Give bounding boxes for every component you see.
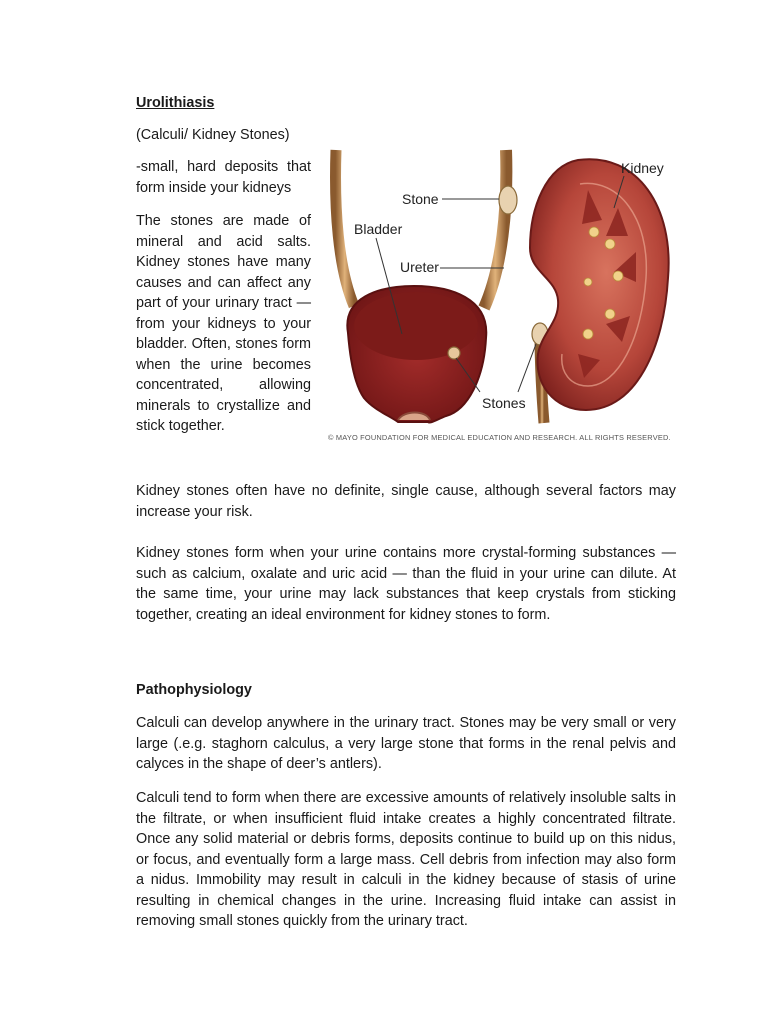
pathophysiology-paragraph-2: Calculi tend to form when there are excessive amounts of relatively insoluble salts in the filtrate, or when insufficient fluid intake creates a highly concentrated filtrate. Once any solid material or debris forms, deposits continue to build up on this nidus, or focus, and eventually form a large mass. Cell debris from infection may also form a nidus. Immobility may result in calculi in the kidney because of stasis of urine resulting in chemical changes in the urine. Increasing fluid intake can assist in removing small stones quickly from the urinary tract. [136,790,676,929]
page-subtitle: (Calculi/ Kidney Stones) [136,127,290,143]
pathophysiology-paragraph-1: Calculi can develop anywhere in the urinary tract. Stones may be very small or very large (.e.g. staghorn calculus, a very large stone that forms in the renal pelvis and calyces in the shape of deer’s antlers). [136,715,676,772]
definition-text: -small, hard deposits that form inside your kidneys [136,159,311,196]
bladder-stone-shape [448,347,460,359]
ureter-stone-shape [499,186,517,214]
intro-paragraph: The stones are made of mineral and acid salts. Kidney stones have many causes and can affect any part of your urinary tract — from your kidneys to your bladder. Often, stones form when the urine becomes concentrated, allowing minerals to crystallize and stick together. [136,213,311,434]
label-ureter: Ureter [400,259,439,275]
urinary-tract-illustration [318,148,680,448]
label-stones: Stones [482,395,526,411]
label-kidney: Kidney [621,160,664,176]
right-ureter-shape [484,150,506,308]
figure-credit: © MAYO FOUNDATION FOR MEDICAL EDUCATION AND RESEARCH. ALL RIGHTS RESERVED. [328,433,671,442]
left-ureter-shape [336,150,354,306]
page-title: Urolithiasis [136,95,215,111]
label-stone: Stone [402,191,439,207]
section-heading-pathophysiology: Pathophysiology [136,682,252,698]
label-bladder: Bladder [354,221,403,237]
risk-paragraph: Kidney stones often have no definite, single cause, although several factors may increase your risk. [136,483,676,520]
formation-paragraph: Kidney stones form when your urine contains more crystal-forming substances — such as calcium, oxalate and uric acid — than the fluid in your urine can dilute. At the same time, your urine may lack substances that keep crystals from sticking together, creating an ideal environment for kidney stones to form. [136,545,676,623]
kidney-shape [530,159,669,410]
